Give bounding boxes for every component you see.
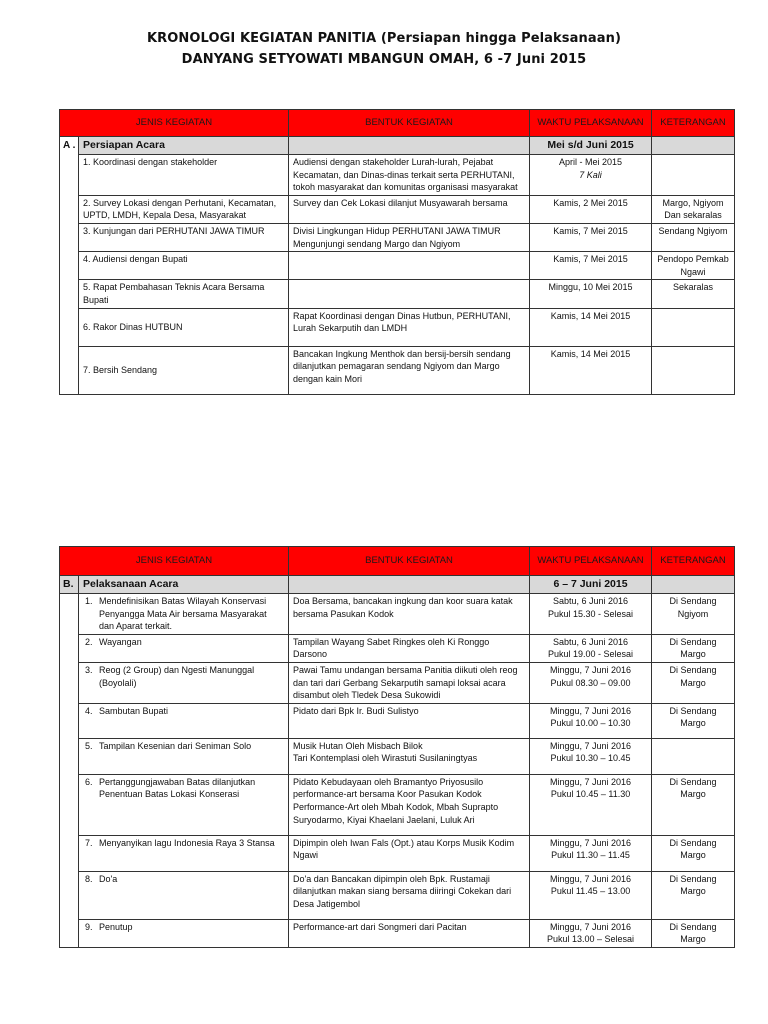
- row-jenis: 5. Rapat Pembahasan Teknis Acara Bersama Bupati: [79, 280, 289, 308]
- row-jenis: 4. Audiensi dengan Bupati: [79, 252, 289, 280]
- bentuk-line: Musik Hutan Oleh Misbach Bilok: [293, 740, 423, 751]
- section-empty: [652, 137, 735, 155]
- section-empty: [652, 576, 735, 594]
- row-jenis: [79, 774, 289, 835]
- table-row: [60, 223, 735, 251]
- section-name: Persiapan Acara: [79, 137, 289, 155]
- waktu-date: Sabtu, 6 Juni 2016: [552, 596, 629, 606]
- row-waktu: Kamis, 2 Mei 2015: [530, 195, 652, 223]
- row-bentuk: Performance-art dari Songmeri dari Pacitan: [289, 919, 530, 947]
- section-letter: A .: [60, 137, 79, 395]
- row-jenis: [79, 703, 289, 738]
- row-jenis: [79, 634, 289, 662]
- table-row: [60, 155, 735, 196]
- waktu-time: Pukul 11.30 – 11.45: [551, 850, 630, 861]
- waktu-time: Pukul 15.30 - Selesai: [547, 608, 634, 619]
- row-label: Sambutan Bupati: [99, 705, 169, 716]
- row-keterangan: [652, 308, 735, 346]
- waktu-date: Sabtu, 6 Juni 2016: [552, 636, 629, 647]
- table-row: [60, 774, 735, 835]
- row-keterangan: Di Sendang Margo: [652, 703, 735, 738]
- row-label: Tampilan Kesenian dari Seniman Solo: [99, 740, 252, 751]
- row-bentuk: Rapat Koordinasi dengan Dinas Hutbun, PERHUTANI, Lurah Sekarputih dan LMDH: [289, 308, 530, 346]
- waktu-time: Pukul 11.45 – 13.00: [550, 886, 631, 897]
- header-bentuk: BENTUK KEGIATAN: [289, 110, 530, 137]
- row-keterangan: [652, 738, 735, 774]
- header-keterangan: KETERANGAN: [652, 547, 735, 576]
- row-jenis: 6. Rakor Dinas HUTBUN: [79, 308, 289, 346]
- row-bentuk: Doa Bersama, bancakan ingkung dan koor suara katak bersama Pasukan Kodok: [289, 594, 530, 635]
- row-waktu: [530, 871, 652, 919]
- row-bentuk: Audiensi dengan stakeholder Lurah-lurah, Pejabat Kecamatan, dan Dinas-dinas terkait serta PERHUTANI, tokoh masyarakat dan komunitas organisasi masyarakat: [289, 155, 530, 196]
- header-waktu: WAKTU PELAKSANAAN: [530, 110, 652, 137]
- row-number: 6.: [85, 776, 93, 787]
- table-row: [60, 871, 735, 919]
- row-keterangan: [652, 155, 735, 196]
- row-waktu: [530, 594, 652, 635]
- document-subtitle: DANYANG SETYOWATI MBANGUN OMAH, 6 -7 Juni 2015: [181, 52, 587, 67]
- waktu-time: Pukul 19.00 - Selesai: [547, 649, 634, 660]
- row-waktu: [530, 738, 652, 774]
- row-number: 8.: [85, 873, 93, 884]
- row-label: Menyanyikan lagu Indonesia Raya 3 Stansa: [99, 837, 275, 848]
- row-number: 9.: [85, 921, 93, 932]
- row-label: Wayangan: [99, 636, 142, 647]
- row-waktu: Kamis, 14 Mei 2015: [530, 346, 652, 394]
- table-row: [60, 662, 735, 703]
- row-keterangan: Sekaralas: [652, 280, 735, 308]
- row-jenis: [79, 919, 289, 947]
- row-jenis: 7. Bersih Sendang: [79, 346, 289, 394]
- header-jenis: JENIS KEGIATAN: [60, 110, 289, 137]
- waktu-count: 7 Kali: [579, 169, 602, 180]
- row-number: 7.: [85, 837, 93, 848]
- waktu-time: Pukul 13.00 – Selesai: [546, 934, 635, 945]
- row-number: 4.: [85, 705, 93, 716]
- section-empty: [289, 576, 530, 594]
- row-waktu: [530, 662, 652, 703]
- row-jenis: [79, 662, 289, 703]
- table-row: [60, 738, 735, 774]
- section-period: Mei s/d Juni 2015: [530, 137, 652, 155]
- row-bentuk: Pidato Kebudayaan oleh Bramantyo Priyosusilo performance-art bersama Koor Pasukan Kodok Performance-Art oleh Mbah Kodok, Mbah Suprapto Suryodarmo, Kiyai Khaelani Jaelani, Luluk Ari: [289, 774, 530, 835]
- row-keterangan: Di Sendang Margo: [652, 634, 735, 662]
- row-bentuk: Divisi Lingkungan Hidup PERHUTANI JAWA TIMUR Mengunjungi sendang Margo dan Ngiyom: [289, 223, 530, 251]
- row-keterangan: Margo, Ngiyom Dan sekaralas: [652, 195, 735, 223]
- row-bentuk: Pidato dari Bpk Ir. Budi Sulistyo: [289, 703, 530, 738]
- row-jenis: [79, 871, 289, 919]
- row-waktu: [530, 703, 652, 738]
- table-row: [60, 308, 735, 346]
- row-keterangan: [652, 346, 735, 394]
- row-jenis: [79, 594, 289, 635]
- waktu-date: Minggu, 7 Juni 2016: [549, 921, 632, 932]
- waktu-time: Pukul 10.45 – 11.30: [550, 789, 631, 800]
- section-letter-spacer: [60, 594, 79, 948]
- row-label: Mendefinisikan Batas Wilayah Konservasi Penyangga Mata Air bersama Masyarakat dan Aparat terkait.: [99, 596, 267, 632]
- row-jenis: 1. Koordinasi dengan stakeholder: [79, 155, 289, 196]
- section-letter: B.: [60, 576, 79, 594]
- row-bentuk: [289, 252, 530, 280]
- row-waktu: Kamis, 14 Mei 2015: [530, 308, 652, 346]
- table-row: [60, 835, 735, 871]
- row-number: 1.: [85, 596, 93, 606]
- header-keterangan: KETERANGAN: [652, 110, 735, 137]
- row-waktu: [530, 634, 652, 662]
- row-bentuk: [289, 738, 530, 774]
- table-row: [60, 634, 735, 662]
- table-row: [60, 703, 735, 738]
- row-bentuk: Pawai Tamu undangan bersama Panitia diikuti oleh reog dan tari dari Gerbang Sekarputih samapi loksai acara disambut oleh Tledek Desa Sukowidi: [289, 662, 530, 703]
- row-label: Penutup: [99, 921, 133, 932]
- row-waktu: [530, 774, 652, 835]
- header-bentuk: BENTUK KEGIATAN: [289, 547, 530, 576]
- row-keterangan: Sendang Ngiyom: [652, 223, 735, 251]
- row-label: Pertanggungjawaban Batas dilanjutkan Penentuan Batas Lokasi Konserasi: [99, 776, 256, 800]
- row-waktu: Kamis, 7 Mei 2015: [530, 252, 652, 280]
- waktu-time: Pukul 10.30 – 10.45: [550, 753, 631, 764]
- row-keterangan: Di Sendang Margo: [652, 919, 735, 947]
- row-jenis: [79, 738, 289, 774]
- table-row: [60, 195, 735, 223]
- row-waktu: [530, 835, 652, 871]
- table-header: [60, 110, 735, 137]
- header-waktu: WAKTU PELAKSANAAN: [530, 547, 652, 576]
- row-bentuk: Bancakan Ingkung Menthok dan bersij-bersih sendang dilanjutkan pemagaran sendang Ngiyom dan Margo dengan kain Mori: [289, 346, 530, 394]
- row-jenis: 2. Survey Lokasi dengan Perhutani, Kecamatan, UPTD, LMDH, Kepala Desa, Masyarakat: [79, 195, 289, 223]
- row-keterangan: Pendopo Pemkab Ngawi: [652, 252, 735, 280]
- row-number: 2.: [85, 636, 93, 647]
- row-label: Reog (2 Group) dan Ngesti Manunggal (Boyolali): [99, 664, 255, 688]
- row-number: 3.: [85, 664, 93, 675]
- row-bentuk: [289, 280, 530, 308]
- waktu-date: Minggu, 7 Juni 2016: [549, 776, 632, 787]
- row-bentuk: Survey dan Cek Lokasi dilanjut Musyawarah bersama: [289, 195, 530, 223]
- row-waktu: [530, 919, 652, 947]
- waktu-time: Pukul 10.00 – 10.30: [550, 718, 631, 729]
- table-row: [60, 919, 735, 947]
- row-label: Do'a: [99, 873, 118, 884]
- row-jenis: [79, 835, 289, 871]
- row-keterangan: Di Sendang Margo: [652, 662, 735, 703]
- row-bentuk: Do'a dan Bancakan dipimpin oleh Bpk. Rustamaji dilanjutkan makan siang bersama diiringi Cokekan dari Desa Jatigembol: [289, 871, 530, 919]
- row-waktu: [530, 155, 652, 196]
- section-name: Pelaksanaan Acara: [79, 576, 289, 594]
- waktu-date: April - Mei 2015: [559, 157, 623, 167]
- waktu-date: Minggu, 7 Juni 2016: [549, 837, 632, 848]
- waktu-date: Minggu, 7 Juni 2016: [549, 705, 632, 716]
- row-waktu: Minggu, 10 Mei 2015: [530, 280, 652, 308]
- waktu-date: Minggu, 7 Juni 2016: [549, 664, 632, 675]
- table-row: [60, 346, 735, 394]
- row-keterangan: Di Sendang Ngiyom: [652, 594, 735, 635]
- table-header: [60, 547, 735, 576]
- header-jenis: JENIS KEGIATAN: [60, 547, 289, 576]
- row-keterangan: Di Sendang Margo: [652, 835, 735, 871]
- section-period: 6 – 7 Juni 2015: [530, 576, 652, 594]
- row-keterangan: Di Sendang Margo: [652, 774, 735, 835]
- row-bentuk: Dipimpin oleh Iwan Fals (Opt.) atau Korps Musik Kodim Ngawi: [289, 835, 530, 871]
- row-waktu: Kamis, 7 Mei 2015: [530, 223, 652, 251]
- waktu-time: Pukul 08.30 – 09.00: [550, 677, 631, 688]
- table-pelaksanaan: [59, 546, 735, 948]
- row-bentuk: Tampilan Wayang Sabet Ringkes oleh Ki Ronggo Darsono: [289, 634, 530, 662]
- row-keterangan: Di Sendang Margo: [652, 871, 735, 919]
- waktu-date: Minggu, 7 Juni 2016: [549, 740, 632, 751]
- section-row: [60, 137, 735, 155]
- bentuk-line: Tari Kontemplasi oleh Wirastuti Susilaningtyas: [293, 753, 478, 764]
- table-persiapan: [59, 109, 735, 395]
- section-empty: [289, 137, 530, 155]
- waktu-date: Minggu, 7 Juni 2016: [549, 873, 632, 884]
- section-row: [60, 576, 735, 594]
- table-row: [60, 594, 735, 635]
- table-row: [60, 252, 735, 280]
- table-row: [60, 280, 735, 308]
- row-number: 5.: [85, 740, 93, 751]
- document-title: KRONOLOGI KEGIATAN PANITIA (Persiapan hingga Pelaksanaan): [146, 31, 622, 46]
- row-jenis: 3. Kunjungan dari PERHUTANI JAWA TIMUR: [79, 223, 289, 251]
